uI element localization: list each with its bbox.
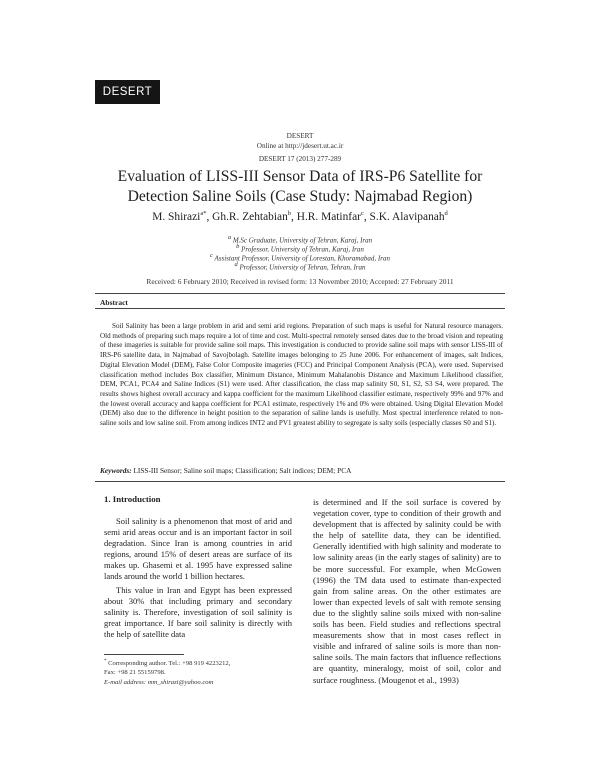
section-heading: 1. Introduction (104, 494, 161, 504)
affiliation: $^a$ M.Sc Graduate, University of Tehran, Karaj, Iran (227, 234, 373, 245)
keywords: Keywords: LISS-III Sensor; Saline soil maps; Classification; Salt indices; DEM; PCA (100, 466, 352, 475)
author: S.K. Alavipanah (369, 210, 445, 223)
left-column (104, 516, 292, 642)
footnote-corresponding: * Corresponding author. Tel.: +98 919 4223212, (104, 659, 231, 668)
author-list: M. Shirazi$^{a*}$, Gh.R. Zehtabian$^b$, H.R. Matinfar$^c$, S.K. Alavipanah$^d$ (152, 210, 448, 223)
abstract-text: Soil Salinity has been a large problem in arid and semi arid regions. Preparation of such maps is useful for Natural resource managers. Old methods of preparing such maps require a lot of time and cost. Multi-spectral remotely sensed dates due to the broad vision and repeating of these imageries is suitable for provide saline soil maps. This investigation is conducted to provide saline soil maps with sensor LISS-III of IRS-P6 satellite data, in Najmabad of Savojbolagh. Satellite images belonging to 25 June 2006. For enhancement of images, salt Indices, Digital Elevation Model (DEM), False Color Composite imageries (FCC) and Principal Component Analysis (PCA), were used. Supervised classification method includes Box classifier, Minimum Distance, Minimum Mahalanobis Distance and Maximum Likelihood classifier, DEM, PCA1, PCA4 and Saline Indices (S1) were used. After classification, the class map salinity S0, S1, S2, S3 S4, were prepared. The results shows highest overall accuracy and kappa coefficient for the maximum Likelihood classifier estimate, respectively 99% and 97% and the lowest overall accuracy and kappa coefficient for PCA1 estimate, respectively 1% and 0% were obtained. Using Digital Elevation Model (DEM) also due to the difference in height position to the separation of saline lands is usefully. Most spectral interference related to non-saline soils and low saline soil. From among indices INT2 and PV1 greatest ability to segregate is salty soils (especially classes S0 and S1). (100, 322, 503, 428)
divider (95, 481, 505, 482)
paragraph: Soil salinity is a phenomenon that most of arid and semi arid areas occur and is an important factor in soil degradation. Since Iran is among countries in arid regions, around 15% of desert areas are surface of its makes up. Ghasemi et al. 1995 have expressed saline lands around the world 1 billion hectares. (104, 516, 292, 582)
footnote-divider (104, 654, 184, 655)
author: M. Shirazi (152, 210, 201, 223)
author: Gh.R. Zehtabian (212, 210, 288, 223)
paragraph: This value in Iran and Egypt has been expressed about 30% that including primary and secondary salinity is. Therefore, investigation of soil salinity is great importance. If bare soil salinity is directly with the help of satellite data (104, 584, 292, 639)
footnote-email[interactable]: E-mail address: mm_shirazi@yahoo.com (104, 679, 214, 686)
affiliation: $^d$ Professor, University of Tehran, Tehran, Iran (234, 261, 366, 272)
affiliation: $^c$ Assistant Professor, University of Lorestan, Khoramabad, Iran (210, 252, 390, 263)
author: H.R. Matinfar (296, 210, 361, 223)
journal-citation: DESERT 17 (2013) 277-289 (258, 155, 342, 163)
divider (95, 293, 505, 294)
divider (95, 308, 505, 309)
right-column (313, 497, 501, 686)
paragraph: is determined and If the soil surface is covered by vegetation cover, type to condition of their growth and development that is affected by salinity could be with the help of satellite data, they can be identified. Generally identified with high salinity and moderate to low salinity areas (in the early stages of salinity) are to be more successful. For example, when McGowen (1996) the TM data used to estimate than-expected gain from saline areas. On the other estimates are lower than expected levels of salt with remote sensing due to the slightly saline soils mixed with non-saline soils has been. Field studies and reflections spectral measurements show that in most cases reflect in visible and infrared of saline soils is more than non-saline soils. The main factors that influence reflections are quantity, mineralogy, moist of soil, color and surface roughness. (Mougenot et al., 1993) (313, 497, 501, 685)
footnote-fax: Fax: +98 21 55159798. (104, 669, 166, 676)
journal-name: DESERT (286, 132, 314, 140)
journal-url[interactable]: Online at http://jdesert.ut.ac.ir (256, 142, 344, 150)
received-dates: Received: 6 February 2010; Received in revised form: 13 November 2010; Accepted: 27 February 2011 (146, 277, 454, 286)
affiliation: $^b$ Professor, University of Tehran, Karaj, Iran (236, 243, 364, 254)
journal-logo: DESERT (95, 80, 160, 104)
paper-title: Evaluation of LISS-III Sensor Data of IRS-P6 Satellite for Detection Saline Soils (Case Study: Najmabad Region) (117, 168, 483, 205)
abstract-heading: Abstract (100, 298, 128, 307)
